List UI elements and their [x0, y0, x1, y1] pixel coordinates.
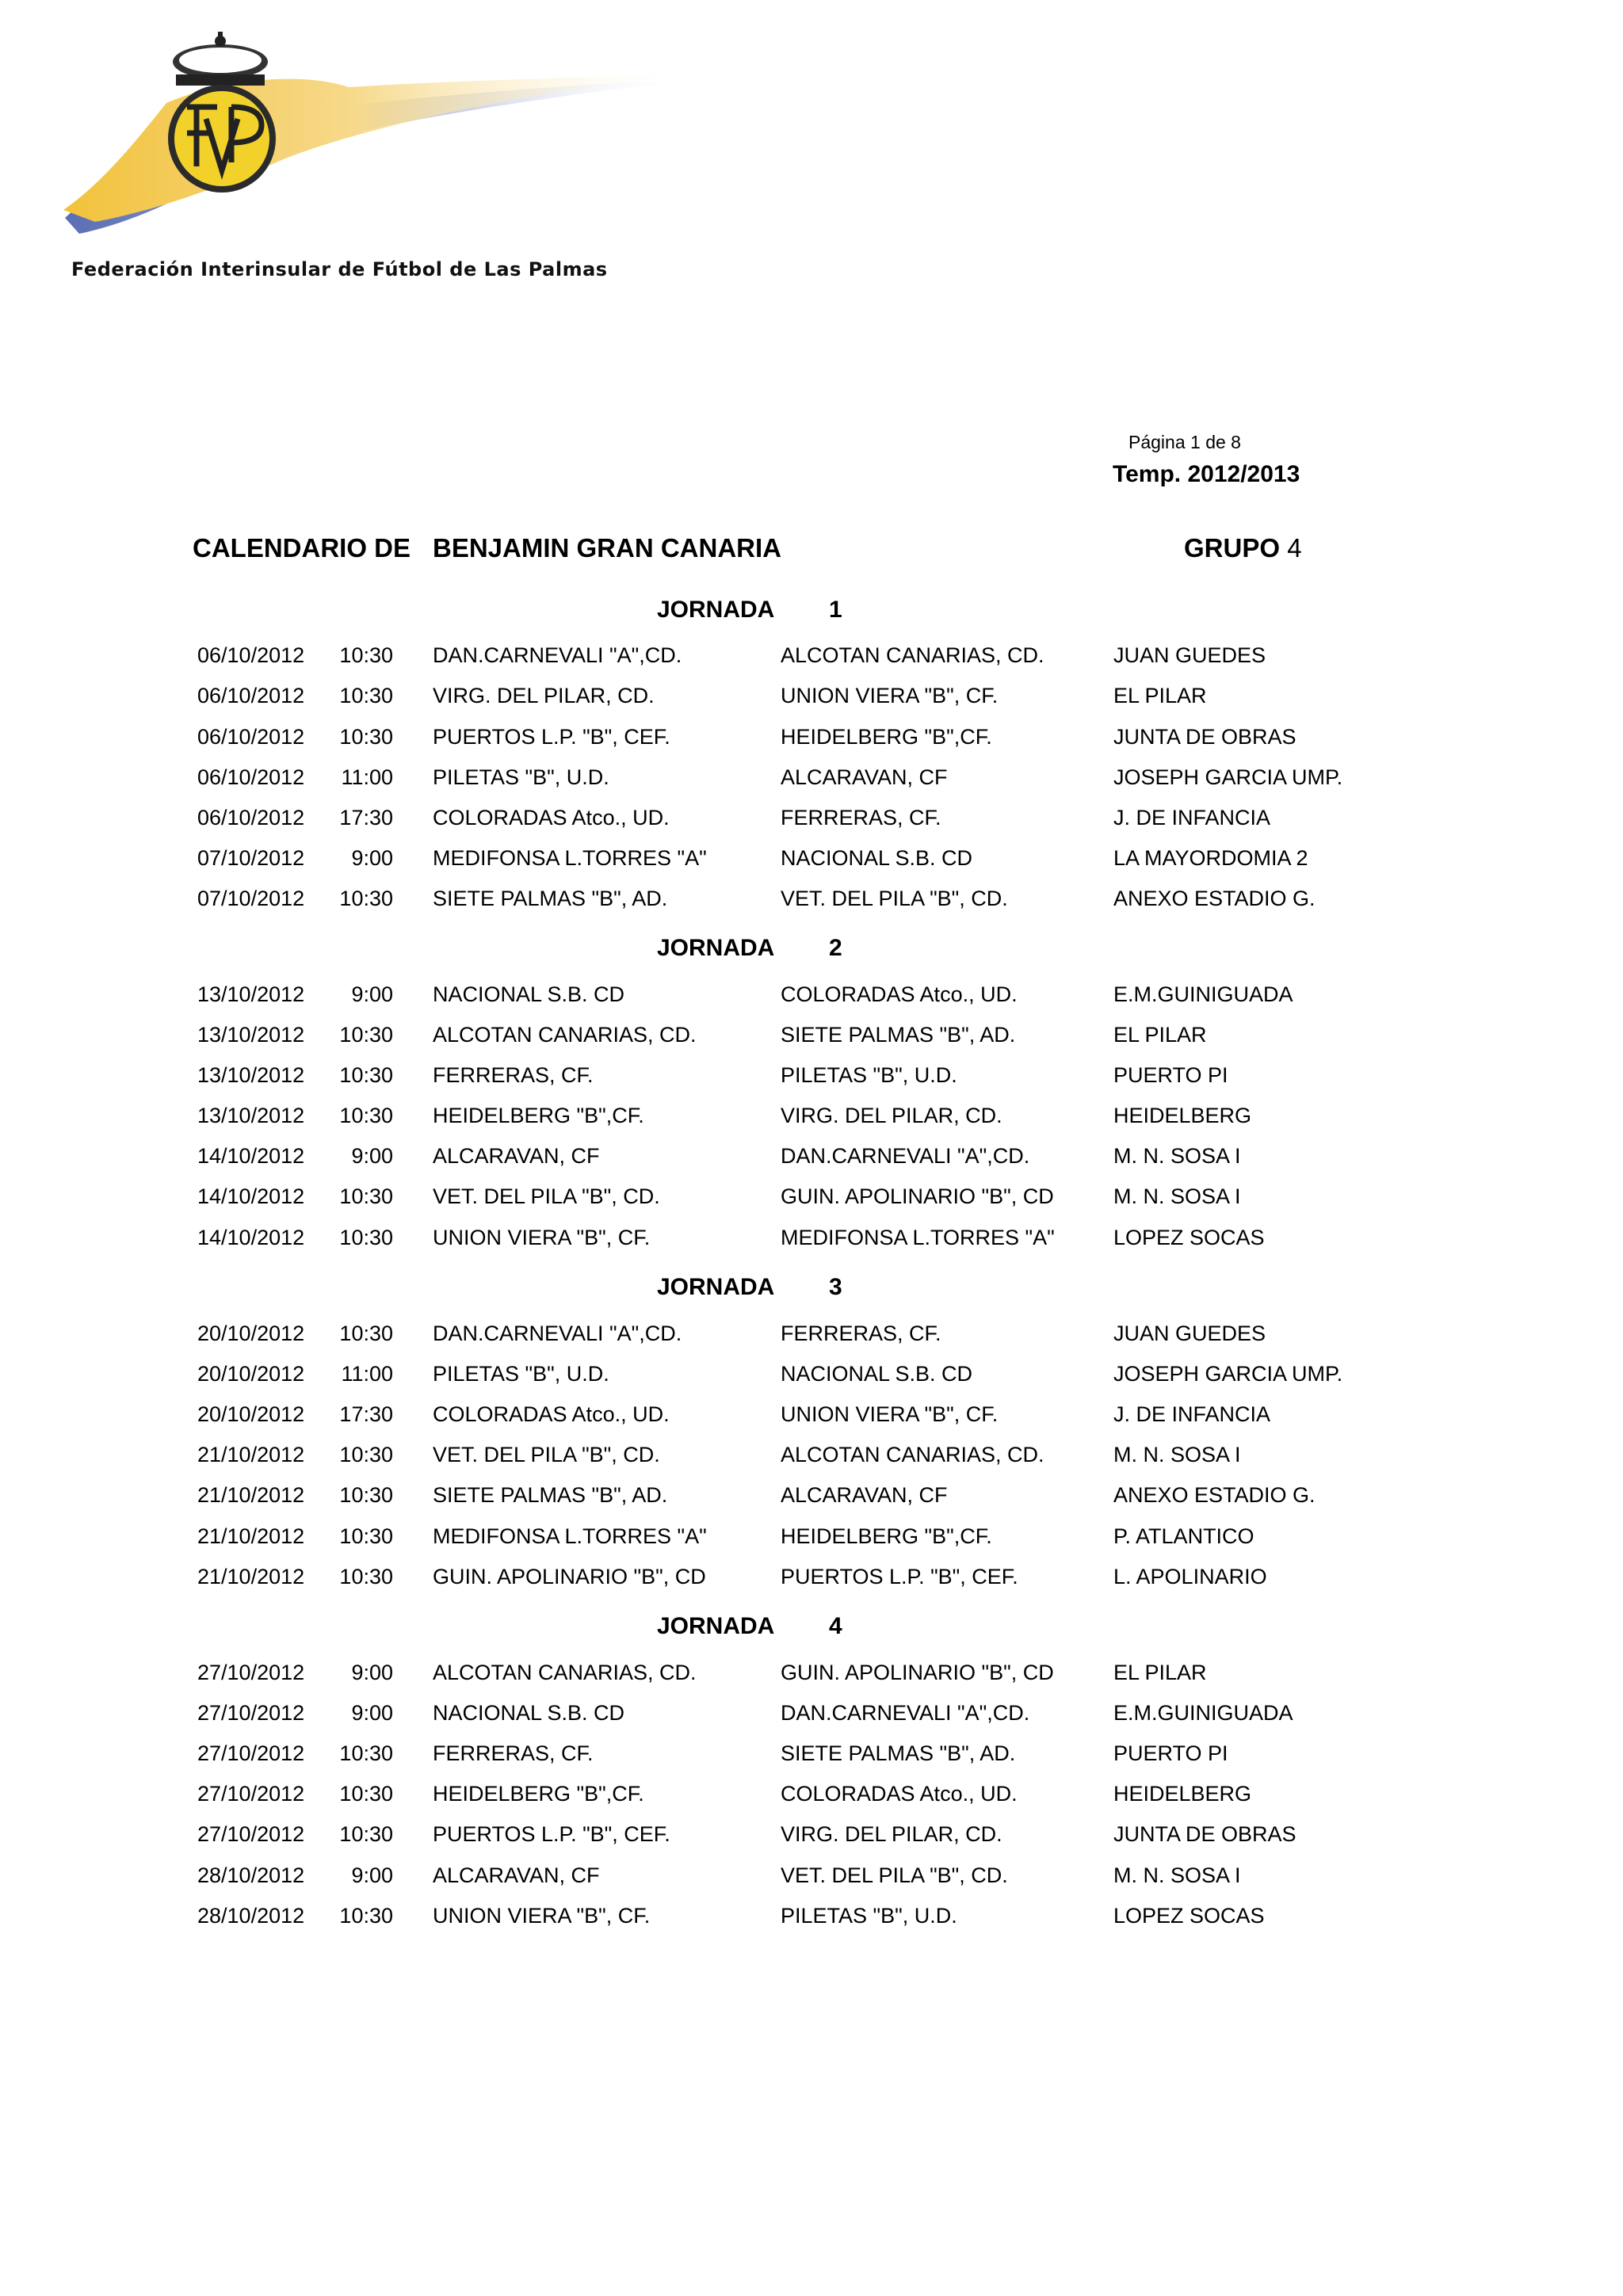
away-team: NACIONAL S.B. CD	[781, 846, 973, 870]
match-row	[0, 1023, 1623, 1055]
match-date: 13/10/2012	[197, 1023, 305, 1047]
match-date: 27/10/2012	[197, 1701, 305, 1725]
match-time: 10:30	[339, 1023, 393, 1047]
venue: M. N. SOSA I	[1113, 1863, 1241, 1887]
match-row	[0, 725, 1623, 757]
home-team: MEDIFONSA L.TORRES "A"	[433, 1524, 707, 1548]
venue: JOSEPH GARCIA UMP.	[1113, 1362, 1343, 1386]
jornada-number: 1	[829, 597, 842, 623]
group-word: GRUPO	[1184, 533, 1281, 563]
federation-name: Federación Interinsular de Fútbol de Las Palmas	[71, 258, 608, 280]
venue: E.M.GUINIGUADA	[1113, 982, 1293, 1006]
match-time: 10:30	[339, 1104, 393, 1127]
match-date: 06/10/2012	[197, 725, 305, 749]
away-team: SIETE PALMAS "B", AD.	[781, 1741, 1016, 1765]
match-row	[0, 1402, 1623, 1434]
match-date: 07/10/2012	[197, 846, 305, 870]
home-team: COLORADAS Atco., UD.	[433, 1402, 670, 1426]
match-row	[0, 1226, 1623, 1257]
match-date: 13/10/2012	[197, 1104, 305, 1127]
match-time: 9:00	[351, 1661, 393, 1684]
away-team: GUIN. APOLINARIO "B", CD	[781, 1184, 1054, 1208]
jornada-label: JORNADA	[657, 1274, 775, 1300]
jornada-number: 2	[829, 935, 842, 961]
match-date: 28/10/2012	[197, 1904, 305, 1928]
match-date: 14/10/2012	[197, 1144, 305, 1168]
home-team: ALCOTAN CANARIAS, CD.	[433, 1023, 697, 1047]
venue: JUAN GUEDES	[1113, 643, 1266, 667]
match-time: 10:30	[339, 1322, 393, 1345]
match-date: 06/10/2012	[197, 684, 305, 707]
home-team: VET. DEL PILA "B", CD.	[433, 1443, 660, 1466]
match-date: 06/10/2012	[197, 806, 305, 830]
home-team: ALCARAVAN, CF	[433, 1144, 600, 1168]
match-row	[0, 1063, 1623, 1095]
jornada-header	[0, 935, 1623, 967]
home-team: UNION VIERA "B", CF.	[433, 1904, 651, 1928]
away-team: ALCOTAN CANARIAS, CD.	[781, 643, 1044, 667]
away-team: ALCOTAN CANARIAS, CD.	[781, 1443, 1044, 1466]
away-team: PILETAS "B", U.D.	[781, 1063, 957, 1087]
away-team: UNION VIERA "B", CF.	[781, 684, 999, 707]
match-date: 13/10/2012	[197, 982, 305, 1006]
match-time: 10:30	[339, 1741, 393, 1765]
match-time: 10:30	[339, 684, 393, 707]
home-team: DAN.CARNEVALI "A",CD.	[433, 1322, 682, 1345]
home-team: HEIDELBERG "B",CF.	[433, 1104, 644, 1127]
venue: JUNTA DE OBRAS	[1113, 1822, 1296, 1846]
venue: M. N. SOSA I	[1113, 1443, 1241, 1466]
home-team: FERRERAS, CF.	[433, 1741, 594, 1765]
jornada-label: JORNADA	[657, 935, 775, 961]
jornada-label: JORNADA	[657, 597, 775, 623]
match-time: 9:00	[351, 1863, 393, 1887]
match-row	[0, 1524, 1623, 1556]
match-time: 10:30	[339, 1483, 393, 1507]
match-row	[0, 1701, 1623, 1733]
match-row	[0, 643, 1623, 675]
venue: E.M.GUINIGUADA	[1113, 1701, 1293, 1725]
match-time: 10:30	[339, 643, 393, 667]
away-team: DAN.CARNEVALI "A",CD.	[781, 1701, 1030, 1725]
match-date: 20/10/2012	[197, 1322, 305, 1345]
away-team: COLORADAS Atco., UD.	[781, 1782, 1018, 1806]
match-date: 06/10/2012	[197, 765, 305, 789]
home-team: ALCARAVAN, CF	[433, 1863, 600, 1887]
venue: LOPEZ SOCAS	[1113, 1226, 1265, 1249]
match-time: 10:30	[339, 1226, 393, 1249]
venue: P. ATLANTICO	[1113, 1524, 1254, 1548]
match-time: 11:00	[341, 1362, 393, 1386]
match-time: 10:30	[339, 1565, 393, 1589]
match-time: 9:00	[351, 1144, 393, 1168]
away-team: VET. DEL PILA "B", CD.	[781, 1863, 1008, 1887]
match-time: 9:00	[351, 846, 393, 870]
jornada-number: 3	[829, 1274, 842, 1300]
home-team: VET. DEL PILA "B", CD.	[433, 1184, 660, 1208]
away-team: SIETE PALMAS "B", AD.	[781, 1023, 1016, 1047]
venue: EL PILAR	[1113, 684, 1207, 707]
home-team: UNION VIERA "B", CF.	[433, 1226, 651, 1249]
match-date: 13/10/2012	[197, 1063, 305, 1087]
home-team: PUERTOS L.P. "B", CEF.	[433, 725, 670, 749]
away-team: DAN.CARNEVALI "A",CD.	[781, 1144, 1030, 1168]
venue: LOPEZ SOCAS	[1113, 1904, 1265, 1928]
venue: J. DE INFANCIA	[1113, 1402, 1271, 1426]
venue: HEIDELBERG	[1113, 1782, 1252, 1806]
match-date: 07/10/2012	[197, 887, 305, 910]
match-row	[0, 1144, 1623, 1176]
match-row	[0, 887, 1623, 918]
match-date: 20/10/2012	[197, 1362, 305, 1386]
match-time: 10:30	[339, 1782, 393, 1806]
home-team: COLORADAS Atco., UD.	[433, 806, 670, 830]
match-row	[0, 1863, 1623, 1895]
match-date: 27/10/2012	[197, 1661, 305, 1684]
match-row	[0, 765, 1623, 797]
match-time: 10:30	[339, 1524, 393, 1548]
home-team: PUERTOS L.P. "B", CEF.	[433, 1822, 670, 1846]
venue: ANEXO ESTADIO G.	[1113, 1483, 1316, 1507]
home-team: GUIN. APOLINARIO "B", CD	[433, 1565, 706, 1589]
venue: M. N. SOSA I	[1113, 1184, 1241, 1208]
home-team: NACIONAL S.B. CD	[433, 982, 625, 1006]
match-row	[0, 1322, 1623, 1353]
venue: L. APOLINARIO	[1113, 1565, 1267, 1589]
match-row	[0, 1661, 1623, 1692]
home-team: PILETAS "B", U.D.	[433, 1362, 609, 1386]
away-team: FERRERAS, CF.	[781, 806, 941, 830]
venue: LA MAYORDOMIA 2	[1113, 846, 1308, 870]
venue: EL PILAR	[1113, 1661, 1207, 1684]
home-team: SIETE PALMAS "B", AD.	[433, 1483, 668, 1507]
match-row	[0, 684, 1623, 715]
away-team: PUERTOS L.P. "B", CEF.	[781, 1565, 1018, 1589]
group-label	[1184, 533, 1302, 563]
venue: JOSEPH GARCIA UMP.	[1113, 765, 1343, 789]
venue: JUAN GUEDES	[1113, 1322, 1266, 1345]
crown-icon	[173, 32, 268, 86]
home-team: SIETE PALMAS "B", AD.	[433, 887, 668, 910]
venue: EL PILAR	[1113, 1023, 1207, 1047]
venue: HEIDELBERG	[1113, 1104, 1252, 1127]
match-time: 10:30	[339, 1184, 393, 1208]
match-row	[0, 806, 1623, 837]
match-row	[0, 1104, 1623, 1135]
match-time: 17:30	[339, 806, 393, 830]
match-date: 14/10/2012	[197, 1184, 305, 1208]
competition-name: BENJAMIN GRAN CANARIA	[433, 533, 782, 563]
away-team: UNION VIERA "B", CF.	[781, 1402, 999, 1426]
page-indicator: Página 1 de 8	[1128, 432, 1241, 452]
home-team: VIRG. DEL PILAR, CD.	[433, 684, 655, 707]
home-team: PILETAS "B", U.D.	[433, 765, 609, 789]
match-date: 21/10/2012	[197, 1524, 305, 1548]
match-row	[0, 1443, 1623, 1474]
match-date: 21/10/2012	[197, 1443, 305, 1466]
away-team: COLORADAS Atco., UD.	[781, 982, 1018, 1006]
match-date: 21/10/2012	[197, 1565, 305, 1589]
season-label: Temp. 2012/2013	[1113, 461, 1300, 487]
venue: ANEXO ESTADIO G.	[1113, 887, 1316, 910]
match-date: 14/10/2012	[197, 1226, 305, 1249]
venue: PUERTO PI	[1113, 1741, 1228, 1765]
away-team: FERRERAS, CF.	[781, 1322, 941, 1345]
match-row	[0, 1565, 1623, 1596]
match-date: 27/10/2012	[197, 1782, 305, 1806]
jornada-label: JORNADA	[657, 1613, 775, 1639]
home-team: NACIONAL S.B. CD	[433, 1701, 625, 1725]
match-time: 10:30	[339, 1063, 393, 1087]
away-team: ALCARAVAN, CF	[781, 1483, 948, 1507]
match-row	[0, 1483, 1623, 1515]
match-row	[0, 1184, 1623, 1216]
title-prefix: CALENDARIO DE	[193, 533, 411, 563]
away-team: NACIONAL S.B. CD	[781, 1362, 973, 1386]
venue: J. DE INFANCIA	[1113, 806, 1271, 830]
away-team: VET. DEL PILA "B", CD.	[781, 887, 1008, 910]
home-team: DAN.CARNEVALI "A",CD.	[433, 643, 682, 667]
match-time: 10:30	[339, 725, 393, 749]
match-time: 9:00	[351, 982, 393, 1006]
calendar-title	[193, 533, 782, 563]
match-date: 21/10/2012	[197, 1483, 305, 1507]
venue: PUERTO PI	[1113, 1063, 1228, 1087]
home-team: MEDIFONSA L.TORRES "A"	[433, 846, 707, 870]
home-team: HEIDELBERG "B",CF.	[433, 1782, 644, 1806]
match-row	[0, 1822, 1623, 1854]
match-date: 06/10/2012	[197, 643, 305, 667]
away-team: HEIDELBERG "B",CF.	[781, 725, 992, 749]
home-team: FERRERAS, CF.	[433, 1063, 594, 1087]
jornada-number: 4	[829, 1613, 842, 1639]
match-time: 10:30	[339, 1443, 393, 1466]
match-time: 9:00	[351, 1701, 393, 1725]
match-date: 27/10/2012	[197, 1741, 305, 1765]
match-row	[0, 982, 1623, 1014]
match-date: 28/10/2012	[197, 1863, 305, 1887]
match-time: 10:30	[339, 1822, 393, 1846]
jornada-header	[0, 597, 1623, 628]
match-time: 10:30	[339, 1904, 393, 1928]
group-number: 4	[1287, 533, 1302, 563]
venue: M. N. SOSA I	[1113, 1144, 1241, 1168]
home-team: ALCOTAN CANARIAS, CD.	[433, 1661, 697, 1684]
venue: JUNTA DE OBRAS	[1113, 725, 1296, 749]
emblem-icon	[168, 85, 276, 193]
match-date: 20/10/2012	[197, 1402, 305, 1426]
match-time: 11:00	[341, 765, 393, 789]
federation-logo	[48, 32, 729, 293]
match-row	[0, 1782, 1623, 1814]
away-team: VIRG. DEL PILAR, CD.	[781, 1104, 1002, 1127]
match-time: 10:30	[339, 887, 393, 910]
match-row	[0, 846, 1623, 878]
match-row	[0, 1904, 1623, 1936]
away-team: MEDIFONSA L.TORRES "A"	[781, 1226, 1055, 1249]
jornada-header	[0, 1613, 1623, 1645]
away-team: PILETAS "B", U.D.	[781, 1904, 957, 1928]
away-team: HEIDELBERG "B",CF.	[781, 1524, 992, 1548]
match-row	[0, 1362, 1623, 1394]
away-team: VIRG. DEL PILAR, CD.	[781, 1822, 1002, 1846]
away-team: ALCARAVAN, CF	[781, 765, 948, 789]
match-row	[0, 1741, 1623, 1773]
away-team: GUIN. APOLINARIO "B", CD	[781, 1661, 1054, 1684]
jornada-header	[0, 1274, 1623, 1306]
match-time: 17:30	[339, 1402, 393, 1426]
match-date: 27/10/2012	[197, 1822, 305, 1846]
